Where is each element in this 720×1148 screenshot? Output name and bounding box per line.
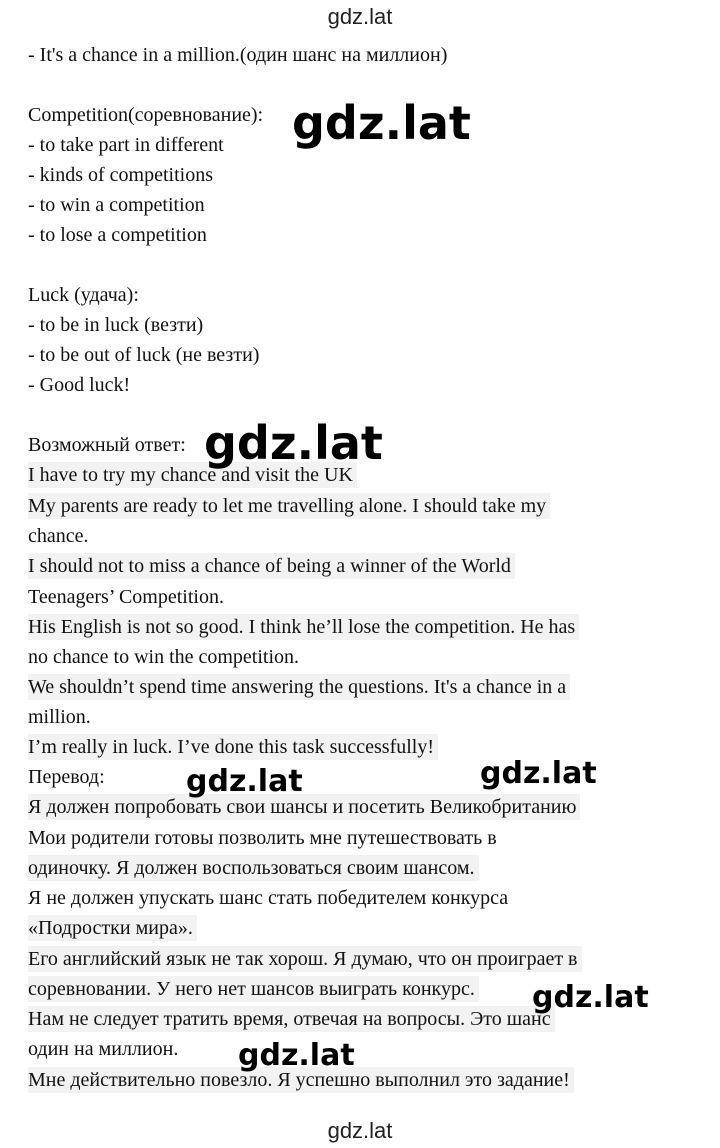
text-line: Нам не следует тратить время, отвечая на вопросы. Это шанс [28,1006,555,1032]
section-heading-competition: Competition(соревнование): [28,104,264,126]
site-header-watermark: gdz.lat [327,4,393,29]
watermark-logo: gdz.lat [292,96,471,150]
text-line: одиночку. Я должен воспользоваться своим шансом. [28,855,479,881]
list-item: - to take part in different [28,134,224,156]
text-line: один на миллион. [28,1038,179,1060]
text-line: I have to try my chance and visit the UK [28,462,357,488]
section-heading-luck: Luck (удача): [28,284,139,306]
text-line: - It's a chance in a million.(один шанс на миллион) [28,44,448,66]
text-line: We shouldn’t spend time answering the questions. It's a chance in a [28,674,570,700]
list-item: - to lose a competition [28,224,207,246]
text-line: million. [28,706,91,728]
text-line: Я должен попробовать свои шансы и посетить Великобританию [28,794,580,820]
list-item: - to be out of luck (не везти) [28,344,260,366]
list-item: - Good luck! [28,374,131,396]
watermark-logo: gdz.lat [186,764,303,799]
text-line: Я не должен упускать шанс стать победителем конкурса [28,887,509,909]
text-line: «Подростки мира». [28,915,197,941]
text-line: Мои родители готовы позволить мне путешествовать в [28,827,497,849]
text-line: I should not to miss a chance of being a winner of the World [28,553,515,579]
watermark-logo: gdz.lat [532,980,649,1015]
list-item: - to win a competition [28,194,205,216]
section-heading-translation: Перевод: [28,766,105,788]
list-item: - kinds of competitions [28,164,213,186]
text-line: no chance to win the competition. [28,646,300,668]
text-line: соревновании. У него нет шансов выиграть конкурс. [28,976,479,1002]
text-line: chance. [28,525,89,547]
text-line: I’m really in luck. I’ve done this task successfully! [28,734,438,760]
watermark-logo: gdz.lat [204,416,383,470]
list-item: - to be in luck (везти) [28,314,204,336]
text-line: Мне действительно повезло. Я успешно выполнил это задание! [28,1067,574,1093]
watermark-logo: gdz.lat [238,1038,355,1073]
text-line: Teenagers’ Competition. [28,586,224,608]
text-line: My parents are ready to let me travelling alone. I should take my [28,493,550,519]
text-line: His English is not so good. I think he’ll lose the competition. He has [28,614,579,640]
section-heading-answer: Возможный ответ: [28,434,186,456]
text-line: Его английский язык не так хорош. Я думаю, что он проиграет в [28,946,582,972]
site-footer-watermark: gdz.lat [327,1118,393,1143]
watermark-logo: gdz.lat [480,756,597,791]
